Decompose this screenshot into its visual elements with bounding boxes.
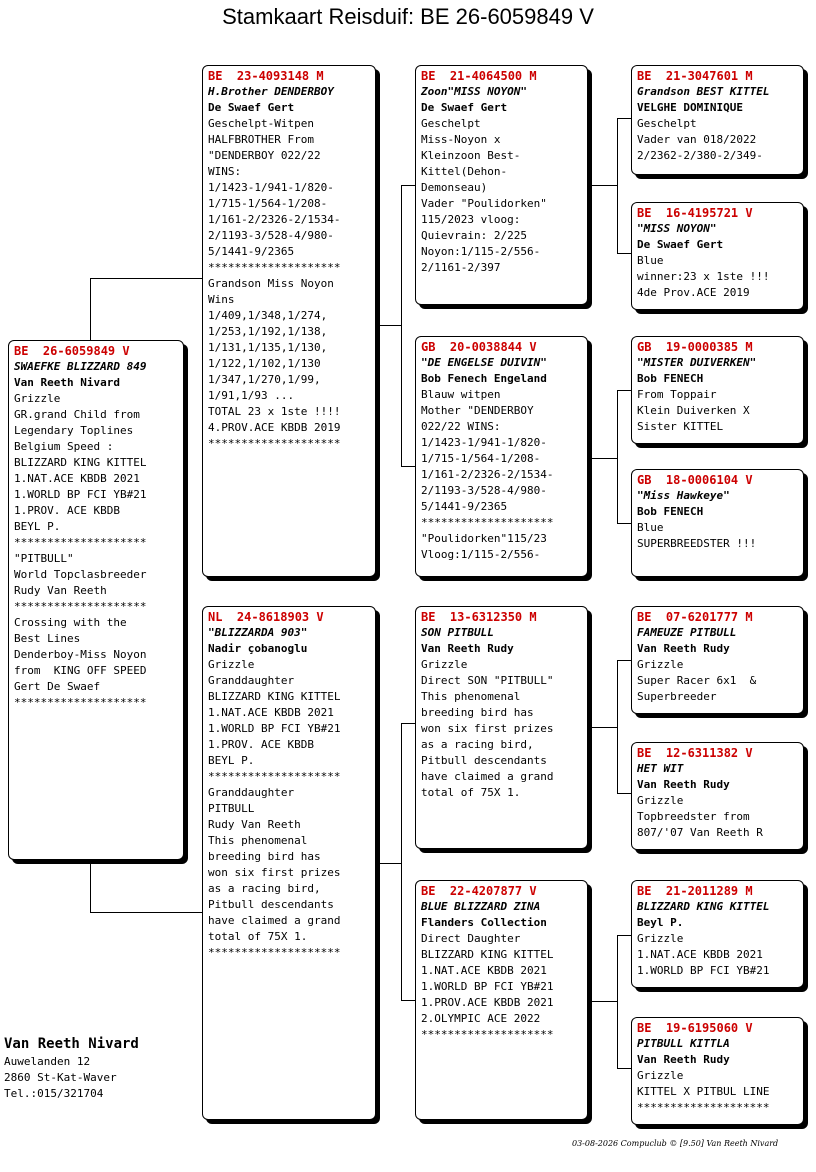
ring-number: BE 16-4195721 V [637,206,753,220]
pedigree-note: 1/91,1/93 ... [208,389,295,402]
pedigree-note: Blue [637,521,664,534]
pedigree-note: 2/1193-3/528-4/980- [208,229,334,242]
pedigree-note: Blauw witpen [421,388,501,401]
pedigree-note: "Poulidorken"115/23 [421,532,547,545]
breeder-name: De Swaef Gert [637,238,724,251]
pedigree-note: breeding bird has [421,706,534,719]
pigeon-name: SON PITBULL [421,626,494,639]
pedigree-note: from KING OFF SPEED [14,664,147,677]
pedigree-note: Gert De Swaef [14,680,101,693]
ring-number: GB 19-0000385 M [637,340,753,354]
pedigree-note: BLIZZARD KING KITTEL [421,948,554,961]
pedigree-note: ******************** [208,946,341,959]
connector-line [376,325,402,326]
pigeon-card-mm-father[interactable] [631,880,804,988]
connector-line [588,458,618,459]
ring-number: BE 21-3047601 M [637,69,753,83]
connector-line [588,185,618,186]
pedigree-note: ******************** [208,437,341,450]
pedigree-note: 1/161-2/2326-2/1534- [421,468,554,481]
connector-line [90,860,91,912]
breeder-name: Van Reeth Rudy [637,1053,730,1066]
breeder-name: De Swaef Gert [421,101,508,114]
pedigree-note: 1.NAT.ACE KBDB 2021 [208,706,334,719]
pedigree-note: Rudy Van Reeth [208,818,301,831]
pigeon-card-ff-mother[interactable] [631,202,804,310]
pedigree-note: 1/1423-1/941-1/820- [421,436,547,449]
pedigree-note: 1/131,1/135,1/130, [208,341,328,354]
pedigree-note: ******************** [421,516,554,529]
pigeon-card-mother-father[interactable] [415,606,588,849]
ring-number: BE 22-4207877 V [421,884,537,898]
pigeon-card-mf-mother[interactable] [631,742,804,850]
pedigree-note: Grizzle [14,392,61,405]
pedigree-note: Grizzle [637,932,684,945]
pedigree-note: 1.WORLD BP FCI YB#21 [637,964,770,977]
pedigree-note: 1/715-1/564-1/208- [208,197,328,210]
ring-number: NL 24-8618903 V [208,610,324,624]
breeder-name: Nadir çobanoglu [208,642,308,655]
pedigree-note: 1.WORLD BP FCI YB#21 [14,488,147,501]
pedigree-note: won six first prizes [208,866,341,879]
connector-line [90,278,91,340]
pedigree-note: 2/2362-2/380-2/349- [637,149,763,162]
pedigree-note: 022/22 WINS: [421,420,501,433]
pedigree-note: ******************** [208,770,341,783]
pedigree-note: 5/1441-9/2365 [208,245,295,258]
pedigree-note: ******************** [14,600,147,613]
connector-line [90,912,204,913]
pigeon-name: BLIZZARD KING KITTEL [637,900,770,913]
pigeon-name: "Miss Hawkeye" [637,489,730,502]
pedigree-note: Granddaughter [208,674,295,687]
breeder-name: Bob FENECH [637,505,704,518]
connector-line [90,278,204,279]
pigeon-name: HET WIT [637,762,684,775]
connector-line [588,727,618,728]
connector-line [401,185,402,467]
pedigree-note: ******************** [14,696,147,709]
pigeon-card-fm-father[interactable] [631,336,804,444]
pedigree-note: 4de Prov.ACE 2019 [637,286,750,299]
pedigree-note: Grizzle [637,1069,684,1082]
pigeon-name: BLUE BLIZZARD ZINA [421,900,541,913]
pedigree-note: Super Racer 6x1 & [637,674,757,687]
breeder-name: Van Reeth Rudy [421,642,514,655]
ring-number: BE 23-4093148 M [208,69,324,83]
breeder-name: Flanders Collection [421,916,547,929]
pedigree-note: BEYL P. [14,520,61,533]
breeder-name: Bob Fenech Engeland [421,372,547,385]
owner-street: Auwelanden 12 [4,1055,91,1068]
pedigree-note: Vader "Poulidorken" [421,197,547,210]
pedigree-note: Grizzle [208,658,255,671]
pedigree-note: 807/'07 Van Reeth R [637,826,763,839]
pedigree-note: total of 75X 1. [208,930,308,943]
pedigree-note: 1/253,1/192,1/138, [208,325,328,338]
pedigree-note: as a racing bird, [421,738,534,751]
pedigree-note: This phenomenal [421,690,521,703]
pedigree-note: 1.NAT.ACE KBDB 2021 [637,948,763,961]
pedigree-note: 1.NAT.ACE KBDB 2021 [14,472,140,485]
pedigree-note: ******************** [421,1028,554,1041]
pedigree-note: SUPERBREEDSTER !!! [637,537,757,550]
pedigree-note: as a racing bird, [208,882,321,895]
pedigree-note: "DENDERBOY 022/22 [208,149,321,162]
breeder-name: VELGHE DOMINIQUE [637,101,743,114]
owner-phone: Tel.:015/321704 [4,1087,104,1100]
pedigree-note: Wins [208,293,235,306]
pedigree-note: Crossing with the [14,616,127,629]
pedigree-note: Pitbull descendants [421,754,547,767]
breeder-name: De Swaef Gert [208,101,295,114]
pedigree-note: 1.NAT.ACE KBDB 2021 [421,964,547,977]
pedigree-note: BLIZZARD KING KITTEL [14,456,147,469]
ring-number: BE 21-4064500 M [421,69,537,83]
pigeon-card-fm-mother[interactable] [631,469,804,577]
pedigree-note: BEYL P. [208,754,255,767]
pedigree-note: 1/161-2/2326-2/1534- [208,213,341,226]
pedigree-note: BLIZZARD KING KITTEL [208,690,341,703]
pedigree-note: 1.PROV.ACE KBDB 2021 [421,996,554,1009]
pedigree-note: 1/409,1/348,1/274, [208,309,328,322]
pedigree-note: 115/2023 vloog: [421,213,521,226]
pigeon-name: SWAEFKE BLIZZARD 849 [14,360,147,373]
pedigree-note: HALFBROTHER From [208,133,314,146]
pedigree-note: Best Lines [14,632,81,645]
pedigree-note: Geschelpt-Witpen [208,117,314,130]
connector-line [617,660,618,794]
pedigree-note: Rudy Van Reeth [14,584,107,597]
pedigree-note: have claimed a grand [421,770,554,783]
page-title: Stamkaart Reisduif: BE 26-6059849 V [222,4,594,29]
pigeon-card-mm-mother[interactable] [631,1017,804,1125]
pedigree-note: Direct Daughter [421,932,521,945]
pedigree-note: This phenomenal [208,834,308,847]
ring-number: GB 20-0038844 V [421,340,537,354]
pedigree-note: Geschelpt [421,117,481,130]
connector-line [401,723,402,1001]
ring-number: BE 12-6311382 V [637,746,753,760]
pedigree-note: ******************** [637,1101,770,1114]
pigeon-name: Grandson BEST KITTEL [637,85,770,98]
pigeon-card-mother[interactable] [202,606,376,1120]
pedigree-note: Geschelpt [637,117,697,130]
pigeon-card-mf-father[interactable] [631,606,804,714]
pedigree-note: From Toppair [637,388,717,401]
connector-line [617,390,618,524]
pedigree-note: 2/1193-3/528-4/980- [421,484,547,497]
breeder-name: Beyl P. [637,916,684,929]
pedigree-note: Kittel(Dehon- [421,165,508,178]
connector-line [588,1001,618,1002]
pedigree-note: PITBULL [208,802,255,815]
breeder-name: Van Reeth Rudy [637,642,730,655]
pedigree-note: "PITBULL" [14,552,74,565]
pigeon-name: PITBULL KITTLA [637,1037,730,1050]
owner-name: Van Reeth Nivard [4,1036,139,1052]
pedigree-note: Kleinzoon Best- [421,149,521,162]
pedigree-note: Grandson Miss Noyon [208,277,334,290]
ring-number: GB 18-0006104 V [637,473,753,487]
pedigree-note: Legendary Toplines [14,424,134,437]
pedigree-note: 1.WORLD BP FCI YB#21 [208,722,341,735]
pedigree-note: 2/1161-2/397 [421,261,501,274]
pedigree-note: ******************** [14,536,147,549]
pedigree-note: 4.PROV.ACE KBDB 2019 [208,421,341,434]
pigeon-name: "DE ENGELSE DUIVIN" [421,356,547,369]
pedigree-note: Noyon:1/115-2/556- [421,245,541,258]
pedigree-note: Klein Duiverken X [637,404,750,417]
pigeon-card-ff-father[interactable] [631,65,804,175]
pedigree-note: Quievrain: 2/225 [421,229,527,242]
ring-number: BE 19-6195060 V [637,1021,753,1035]
connector-line [376,863,402,864]
pedigree-note: Belgium Speed : [14,440,114,453]
pedigree-note: total of 75X 1. [421,786,521,799]
pedigree-note: Vader van 018/2022 [637,133,757,146]
owner-city: 2860 St-Kat-Waver [4,1071,117,1084]
breeder-name: Van Reeth Nivard [14,376,120,389]
pedigree-note: KITTEL X PITBUL LINE [637,1085,770,1098]
pedigree-note: Demonseau) [421,181,488,194]
pedigree-note: Pitbull descendants [208,898,334,911]
pigeon-name: H.Brother DENDERBOY [208,85,334,98]
pedigree-note: 1.WORLD BP FCI YB#21 [421,980,554,993]
pedigree-note: Sister KITTEL [637,420,724,433]
pedigree-note: Mother "DENDERBOY [421,404,534,417]
pedigree-note: Grizzle [637,658,684,671]
pedigree-note: Grizzle [421,658,468,671]
pedigree-note: Grizzle [637,794,684,807]
pigeon-name: "MISTER DUIVERKEN" [637,356,757,369]
pedigree-note: TOTAL 23 x 1ste !!!! [208,405,341,418]
ring-number: BE 26-6059849 V [14,344,130,358]
pigeon-card-father[interactable] [202,65,376,577]
pedigree-note: 1/347,1/270,1/99, [208,373,321,386]
pedigree-note: Blue [637,254,664,267]
pigeon-name: FAMEUZE PITBULL [637,626,737,639]
pigeon-name: Zoon"MISS NOYON" [421,85,527,98]
pedigree-note: Superbreeder [637,690,717,703]
pedigree-note: won six first prizes [421,722,554,735]
pedigree-note: breeding bird has [208,850,321,863]
breeder-name: Van Reeth Rudy [637,778,730,791]
connector-line [617,118,618,254]
pedigree-note: 5/1441-9/2365 [421,500,508,513]
ring-number: BE 21-2011289 M [637,884,753,898]
pedigree-note: Denderboy-Miss Noyon [14,648,147,661]
pedigree-note: have claimed a grand [208,914,341,927]
pedigree-note: 1.PROV. ACE KBDB [14,504,120,517]
pedigree-note: 1.PROV. ACE KBDB [208,738,314,751]
pedigree-note: Topbreedster from [637,810,750,823]
pedigree-note: 2.OLYMPIC ACE 2022 [421,1012,541,1025]
pedigree-note: World Topclasbreeder [14,568,147,581]
ring-number: BE 13-6312350 M [421,610,537,624]
pedigree-note: WINS: [208,165,242,178]
pedigree-note: ******************** [208,261,341,274]
pedigree-note: Direct SON "PITBULL" [421,674,554,687]
pigeon-card-father-mother[interactable] [415,336,588,577]
pedigree-note: 1/715-1/564-1/208- [421,452,541,465]
pigeon-card-subject[interactable] [8,340,184,860]
connector-line [617,935,618,1069]
pedigree-note: Vloog:1/115-2/556- [421,548,541,561]
pedigree-note: 1/1423-1/941-1/820- [208,181,334,194]
pedigree-note: winner:23 x 1ste !!! [637,270,770,283]
pedigree-note: Miss-Noyon x [421,133,501,146]
pigeon-card-mother-mother[interactable] [415,880,588,1120]
pigeon-name: "MISS NOYON" [637,222,717,235]
pigeon-card-father-father[interactable] [415,65,588,305]
pedigree-note: 1/122,1/102,1/130 [208,357,321,370]
breeder-name: Bob FENECH [637,372,704,385]
footer-credit: 03-08-2026 Compuclub © [9.50] Van Reeth Nivard [572,1139,779,1148]
pedigree-note: Granddaughter [208,786,295,799]
pedigree-note: GR.grand Child from [14,408,140,421]
ring-number: BE 07-6201777 M [637,610,753,624]
pigeon-name: "BLIZZARDA 903" [208,626,308,639]
owner-info [4,1034,139,1102]
